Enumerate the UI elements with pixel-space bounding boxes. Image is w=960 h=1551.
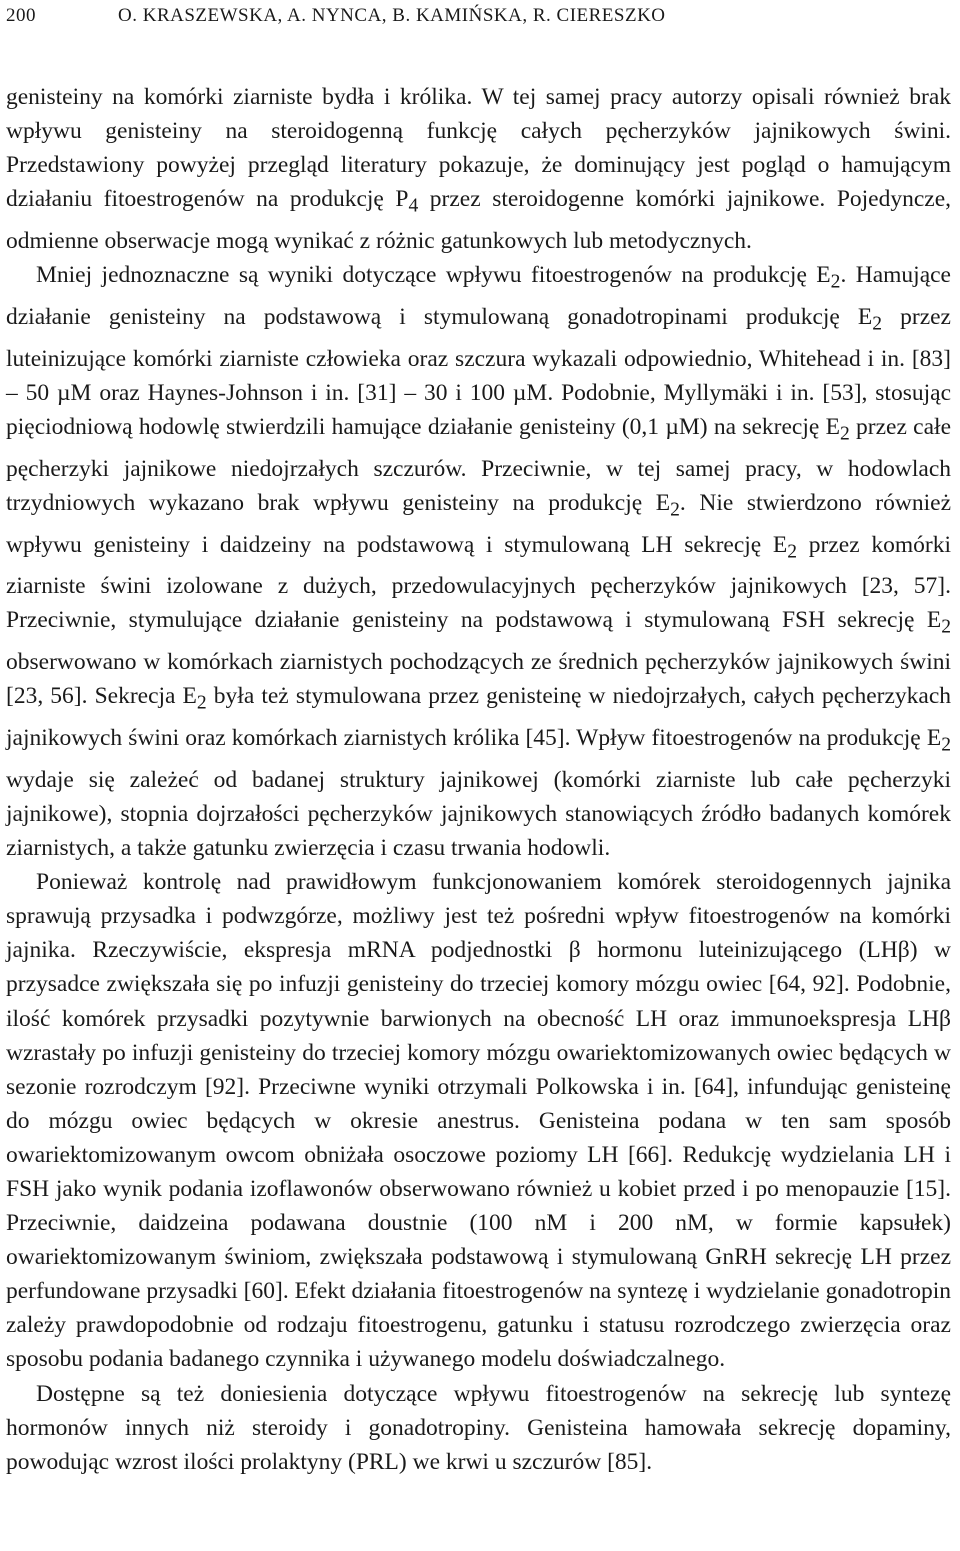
paragraph-3: Ponieważ kontrolę nad prawidłowym funkcjonowaniem komórek steroidogennych jajnika sprawują przysadka i podwzgórze, możliwy jest też pośredni wpływ fitoestrogenów na komórki jajnika. Rzeczywiście, ekspresja mRNA podjednostki β hormonu luteinizującego (LHβ) w przysadce zwiększała się po infuzji genisteiny do trzeciej komory mózgu owiec [64, 92]. Podobnie, ilość komórek przysadki pozytywnie barwionych na obecność LH oraz immunoekspresja LHβ wzrastały po infuzji genisteiny do trzeciej komory mózgu owariektomizowanych owiec będących w sezonie rozrodczym [92]. Przeciwne wyniki otrzymali Polkowska i in. [64], infundując genisteinę do mózgu owiec będących w okresie anestrus. Genisteina podana w ten sam sposób owariektomizowanym owcom obniżała osoczowe poziomy LH [66]. Redukcję wydzielania LH i FSH jako wynik podania izoflawonów obserwowano również u kobiet przed i po menopauzie [15]. Przeciwnie, daidzeina podawana doustnie (100 nM i 200 nM, w formie kapsułek) owariektomizowanym świniom, zwiększała podstawową i stymulowaną GnRH sekrecję LH przez perfundowane przysadki [60]. Efekt działania fitoestrogenów na syntezę i wydzielanie gonadotropin zależy prawdopodobnie od rodzaju fitoestrogenu, gatunku i statusu rozrodczego zwierzęcia oraz sposobu podania badanego czynnika i używanego modelu doświadczalnego. xyxy=(6,869,951,1373)
page-number: 200 xyxy=(6,5,36,26)
body-text xyxy=(6,80,951,1479)
paragraph-4: Dostępne są też doniesienia dotyczące wpływu fitoestrogenów na sekrecję lub syntezę hormonów innych niż steroidy i gonadotropiny. Genisteina hamowała sekrecję dopaminy, powodując wzrost ilości prolaktyny (PRL) we krwi u szczurów [85]. xyxy=(6,1380,951,1475)
paragraph-1: genisteiny na komórki ziarniste bydła i królika. W tej samej pracy autorzy opisali również brak wpływu genisteiny na steroidogenną funkcję całych pęcherzyków jajnikowych świni. Przedstawiony powyżej przegląd literatury pokazuje, że dominujący jest pogląd o hamującym działaniu fitoestrogenów na produkcję $P_4$ przez steroidogenne komórki jajnikowe. Pojedyncze, odmienne obserwacje mogą wynikać z różnic gatunkowych lub metodycznych. xyxy=(6,84,952,255)
running-head xyxy=(6,4,951,28)
paragraph-2: Mniej jednoznaczne są wyniki dotyczące wpływu fitoestrogenów na produkcję $E_2$. Hamujące działanie genisteiny na podstawową i stymulowaną gonadotropinami produkcję $E_2$ przez luteinizujące komórki ziarniste człowieka oraz szczura wykazali odpowiednio, Whitehead i in. [83] – 50 µM oraz Haynes-Johnson i in. [31] – 30 i 100 µM. Podobnie, Myllymäki i in. [53], stosując pięciodniową hodowlę stwierdzili hamujące działanie genisteiny (0,1 µM) na sekrecję $E_2$ przez całe pęcherzyki jajnikowe niedojrzałych szczurów. Przeciwnie, w tej samej pracy, w hodowlach trzydniowych wykazano brak wpływu genisteiny na produkcję $E_2$. Nie stwierdzono również wpływu genisteiny i daidzeiny na podstawową i stymulowaną LH sekrecję $E_2$ przez komórki ziarniste świni izolowane z dużych, przedowulacyjnych pęcherzyków jajnikowych [23, 57]. Przeciwnie, stymulujące działanie genisteiny na podstawową i stymulowaną FSH sekrecję $E_2$ obserwowano w komórkach ziarnistych pochodzących ze średnich pęcherzyków jajnikowych świni [23, 56]. Sekrecja $E_2$ była też stymulowana przez genisteinę w niedojrzałych, całych pęcherzykach jajnikowych świni oraz komórkach ziarnistych królika [45]. Wpływ fitoestrogenów na produkcję $E_2$ wydaje się zależeć od badanej struktury jajnikowej (komórki ziarniste lub całe pęcherzyki jajnikowe), stopnia dojrzałości pęcherzyków jajnikowych stanowiących źródło badanych komórek ziarnistych, a także gatunku zwierzęcia i czasu trwania hodowli. xyxy=(6,262,952,862)
running-head-authors: O. KRASZEWSKA, A. NYNCA, B. KAMIŃSKA, R. CIERESZKO xyxy=(118,5,666,26)
